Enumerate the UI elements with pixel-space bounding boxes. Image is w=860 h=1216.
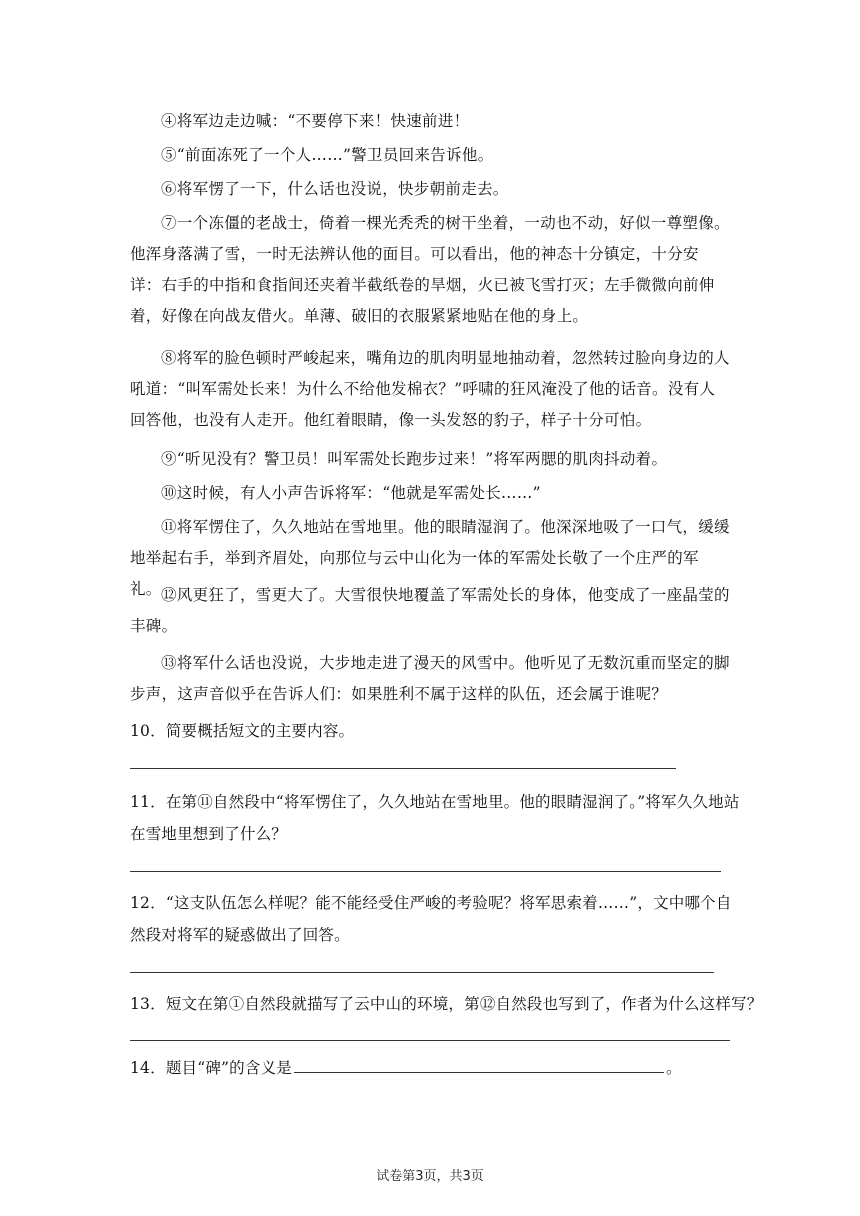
paragraph-11: ⑪将军愣住了，久久地站在雪地里。他的眼睛湿润了。他深深地吸了一口气，缓缓地举起右手，举到齐眉处，向那位与云中山化为一体的军需处长敬了一个庄严的军礼。 bbox=[130, 518, 730, 598]
paragraph-7: ⑦一个冻僵的老战士，倚着一棵光秃秃的树干坐着，一动也不动，好似一尊塑像。他浑身落满了雪，一时无法辨认他的面目。可以看出，他的神态十分镇定，十分安详：右手的中指和食指间还夹着半截纸卷的旱烟，火已被飞雪打灭；左手微微向前伸着，好像在向战友借火。单薄、破旧的衣服紧紧地贴在他的身上。 bbox=[130, 214, 730, 325]
page-footer: 试卷第3页，共3页 bbox=[376, 1169, 484, 1184]
question-12: 12．“这支队伍怎么样呢？能不能经受住严峻的考验呢？将军思索着……”，文中哪个自然段对将军的疑惑做出了回答。 bbox=[130, 894, 732, 944]
paragraph-9: ⑨“听见没有？警卫员！叫军需处长跑步过来！”将军两腮的肌肉抖动着。 bbox=[161, 450, 668, 468]
answer-line-12[interactable] bbox=[130, 972, 714, 973]
paragraph-6: ⑥将军愣了一下，什么话也没说，快步朝前走去。 bbox=[161, 180, 509, 198]
question-10: 10．简要概括短文的主要内容。 bbox=[130, 722, 355, 740]
paragraph-4: ④将军边走边喊：“不要停下来！快速前进！ bbox=[161, 112, 470, 130]
question-14-prefix: 14．题目“碑”的含义是 bbox=[130, 1059, 292, 1077]
paragraph-8: ⑧将军的脸色顿时严峻起来，嘴角边的肌肉明显地抽动着，忽然转过脸向身边的人吼道：“叫军需处长来！为什么不给他发棉衣？”呼啸的狂风淹没了他的话音。没有人回答他，也没有人走开。他红着眼睛，像一头发怒的豹子，样子十分可怕。 bbox=[130, 349, 730, 429]
paragraph-13: ⑬将军什么话也没说，大步地走进了漫天的风雪中。他听见了无数沉重而坚定的脚步声，这声音似乎在告诉人们：如果胜利不属于这样的队伍，还会属于谁呢？ bbox=[130, 654, 730, 703]
question-14-suffix: 。 bbox=[665, 1059, 682, 1077]
question-13: 13．短文在第①自然段就描写了云中山的环境，第⑫自然段也写到了，作者为什么这样写？ bbox=[130, 995, 763, 1013]
paragraph-12: ⑫风更狂了，雪更大了。大雪很快地覆盖了军需处长的身体，他变成了一座晶莹的丰碑。 bbox=[130, 586, 730, 635]
question-14 bbox=[130, 1052, 740, 1084]
paragraph-10: ⑩这时候，有人小声告诉将军：“他就是军需处长……” bbox=[161, 484, 541, 502]
answer-line-10[interactable] bbox=[130, 768, 676, 769]
answer-blank-14[interactable] bbox=[294, 1054, 664, 1073]
question-11: 11．在第⑪自然段中“将军愣住了，久久地站在雪地里。他的眼睛湿润了。”将军久久地站在雪地里想到了什么？ bbox=[130, 793, 740, 843]
answer-line-11[interactable] bbox=[130, 871, 721, 872]
paragraph-5: ⑤“前面冻死了一个人……”警卫员回来告诉他。 bbox=[161, 146, 494, 164]
answer-line-13[interactable] bbox=[130, 1040, 730, 1041]
